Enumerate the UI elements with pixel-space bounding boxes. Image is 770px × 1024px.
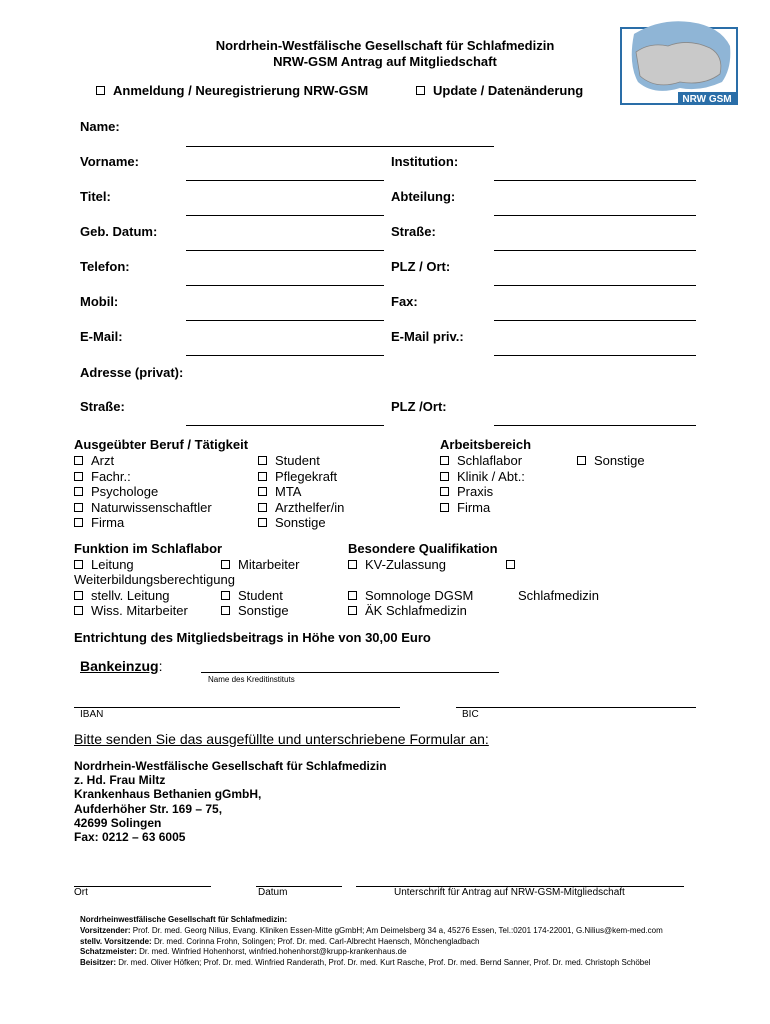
- arbeitsbereich-sonstige[interactable]: Sonstige: [577, 453, 645, 468]
- arbeitsbereich-list: [440, 453, 525, 515]
- qual-ak[interactable]: ÄK Schlafmedizin: [348, 603, 467, 618]
- checkbox[interactable]: [440, 472, 449, 481]
- plz-ort-label: PLZ / Ort:: [391, 259, 451, 274]
- funktion-sonstige[interactable]: Sonstige: [221, 603, 289, 618]
- arbeitsbereich-title: Arbeitsbereich: [440, 437, 532, 452]
- plz-ort-privat-label: PLZ /Ort:: [391, 399, 447, 414]
- checkbox[interactable]: [258, 487, 267, 496]
- titel-label: Titel:: [80, 189, 111, 204]
- checkbox[interactable]: [74, 606, 83, 615]
- plz-ort-field[interactable]: [494, 285, 696, 286]
- telefon-label: Telefon:: [80, 259, 130, 274]
- qualifikation-title: Besondere Qualifikation: [348, 541, 498, 556]
- beruf-option[interactable]: MTA: [258, 484, 344, 500]
- beruf-option[interactable]: Firma: [74, 515, 212, 531]
- beruf-option[interactable]: Sonstige: [258, 515, 344, 531]
- funktion-leitung[interactable]: Leitung: [74, 557, 134, 572]
- institution-label: Institution:: [391, 154, 459, 169]
- checkbox[interactable]: [440, 456, 449, 465]
- funktion-title: Funktion im Schlaflabor: [74, 541, 223, 556]
- arbeitsbereich-option[interactable]: Firma: [440, 500, 525, 516]
- bankeinzug-title: Bankeinzug:: [80, 658, 163, 674]
- qual-kv[interactable]: KV-Zulassung: [348, 557, 446, 572]
- checkbox[interactable]: [221, 606, 230, 615]
- checkbox[interactable]: [221, 560, 230, 569]
- checkbox[interactable]: [74, 591, 83, 600]
- footer-org: Nordrheinwestfälische Gesellschaft für Schlafmedizin:: [80, 915, 288, 924]
- name-field[interactable]: [186, 146, 494, 147]
- arbeitsbereich-option[interactable]: Klinik / Abt.:: [440, 469, 525, 485]
- beruf-title: Ausgeübter Beruf / Tätigkeit: [74, 437, 249, 452]
- checkbox[interactable]: [221, 591, 230, 600]
- email-priv-field[interactable]: [494, 355, 696, 356]
- send-address: Nordrhein-Westfälische Gesellschaft für Schlafmedizin z. Hd. Frau Miltz Krankenhaus Bethanien gGmbH, Aufderhöher Str. 169 – 75, 42699 Solingen Fax: 0212 – 63 6005: [74, 759, 387, 845]
- send-instruction: Bitte senden Sie das ausgefüllte und unterschriebene Formular an:: [74, 731, 489, 747]
- beruf-list-2: [258, 453, 344, 531]
- datum-label: Datum: [258, 887, 288, 898]
- signature-label: Unterschrift für Antrag auf NRW-GSM-Mitgliedschaft: [394, 887, 625, 898]
- checkbox[interactable]: [348, 591, 357, 600]
- funktion-stellv[interactable]: stellv. Leitung: [74, 588, 170, 603]
- beruf-list-1: [74, 453, 212, 531]
- beruf-option[interactable]: Fachr.:: [74, 469, 212, 485]
- checkbox[interactable]: [74, 472, 83, 481]
- qual-extra[interactable]: [506, 557, 523, 572]
- kreditinstitut-field[interactable]: [201, 672, 499, 673]
- weiterbildung-label: Weiterbildungsberechtigung: [74, 572, 235, 587]
- adresse-privat-label: Adresse (privat):: [80, 365, 184, 380]
- ort-field[interactable]: [74, 886, 211, 887]
- beruf-option[interactable]: Pflegekraft: [258, 469, 344, 485]
- funktion-wiss[interactable]: Wiss. Mitarbeiter: [74, 603, 188, 618]
- org-title: Nordrhein-Westfälische Gesellschaft für Schlafmedizin: [215, 38, 555, 53]
- checkbox[interactable]: [577, 456, 586, 465]
- checkbox[interactable]: [440, 487, 449, 496]
- register-checkbox[interactable]: [96, 86, 105, 95]
- email-field[interactable]: [186, 355, 384, 356]
- beruf-option[interactable]: Arzt: [74, 453, 212, 469]
- strasse-privat-label: Straße:: [80, 399, 125, 414]
- checkbox[interactable]: [74, 487, 83, 496]
- bic-field[interactable]: [456, 707, 696, 708]
- geb-datum-label: Geb. Datum:: [80, 224, 158, 239]
- email-priv-label: E-Mail priv.:: [391, 329, 464, 344]
- mobil-field[interactable]: [186, 320, 384, 321]
- vorname-field[interactable]: [186, 180, 384, 181]
- ort-label: Ort: [74, 887, 88, 898]
- email-label: E-Mail:: [80, 329, 123, 344]
- arbeitsbereich-option[interactable]: Schlaflabor: [440, 453, 525, 469]
- fax-field[interactable]: [494, 320, 696, 321]
- vorname-label: Vorname:: [80, 154, 139, 169]
- beitrag-text: Entrichtung des Mitgliedsbeitrags in Höhe von 30,00 Euro: [74, 630, 431, 645]
- fax-label: Fax:: [391, 294, 418, 309]
- checkbox[interactable]: [258, 456, 267, 465]
- name-label: Name:: [80, 119, 120, 134]
- abteilung-field[interactable]: [494, 215, 696, 216]
- beruf-option[interactable]: Arzthelfer/in: [258, 500, 344, 516]
- checkbox[interactable]: [506, 560, 515, 569]
- beruf-option[interactable]: Student: [258, 453, 344, 469]
- strasse-field[interactable]: [494, 250, 696, 251]
- checkbox[interactable]: [74, 518, 83, 527]
- funktion-mitarbeiter[interactable]: Mitarbeiter: [221, 557, 299, 572]
- checkbox[interactable]: [74, 503, 83, 512]
- plz-ort-privat-field[interactable]: [494, 425, 696, 426]
- beruf-option[interactable]: Naturwissenschaftler: [74, 500, 212, 516]
- checkbox[interactable]: [74, 560, 83, 569]
- checkbox[interactable]: [74, 456, 83, 465]
- checkbox[interactable]: [258, 518, 267, 527]
- abteilung-label: Abteilung:: [391, 189, 456, 204]
- titel-field[interactable]: [186, 215, 384, 216]
- bic-label: BIC: [462, 709, 479, 720]
- qual-somnologe[interactable]: Somnologe DGSM: [348, 588, 473, 603]
- update-option[interactable]: Update / Datenänderung: [416, 83, 583, 98]
- strasse-label: Straße:: [391, 224, 436, 239]
- update-checkbox[interactable]: [416, 86, 425, 95]
- kreditinstitut-label: Name des Kreditinstituts: [208, 675, 295, 684]
- form-subtitle: NRW-GSM Antrag auf Mitgliedschaft: [273, 54, 497, 69]
- institution-field[interactable]: [494, 180, 696, 181]
- checkbox[interactable]: [348, 606, 357, 615]
- checkbox[interactable]: [258, 503, 267, 512]
- telefon-field[interactable]: [186, 285, 384, 286]
- footer: Nordrheinwestfälische Gesellschaft für Schlafmedizin: Vorsitzender: Prof. Dr. med. Georg Nilius, Evang. Kliniken Essen-Mitte gGmbH; Am Deimelsberg 34 a, 45276 Essen, Tel.:0201 174-22001, G.Nilius@kem-med.com stellv. Vorsitzende: Dr. med. Corinna Frohn, Solingen; Prof. Dr. med. Carl-Albrecht Haensch, Mönchengladbach Schatzmeister: Dr. med. Winfried Hohenhorst, winfried.hohenhorst@krupp-krankenhaus.de Beisitzer: Dr. med. Oliver Höfken; Prof. Dr. med. Winfried Randerath, Prof. Dr. med. Kurt Rasche, Prof. Dr. med. Bernd Sanner, Prof. Dr. med. Christoph Schöbel: [80, 915, 663, 968]
- register-option[interactable]: Anmeldung / Neuregistrierung NRW-GSM: [96, 83, 368, 98]
- svg-text:NRW GSM: NRW GSM: [682, 94, 732, 105]
- qual-schlafmedizin-label: Schlafmedizin: [518, 588, 599, 603]
- iban-field[interactable]: [74, 707, 400, 708]
- geb-datum-field[interactable]: [186, 250, 384, 251]
- checkbox[interactable]: [348, 560, 357, 569]
- checkbox[interactable]: [258, 472, 267, 481]
- mobil-label: Mobil:: [80, 294, 119, 309]
- checkbox[interactable]: [440, 503, 449, 512]
- funktion-student[interactable]: Student: [221, 588, 283, 603]
- strasse-privat-field[interactable]: [186, 425, 384, 426]
- arbeitsbereich-option[interactable]: Praxis: [440, 484, 525, 500]
- iban-label: IBAN: [80, 709, 104, 720]
- beruf-option[interactable]: Psychologe: [74, 484, 212, 500]
